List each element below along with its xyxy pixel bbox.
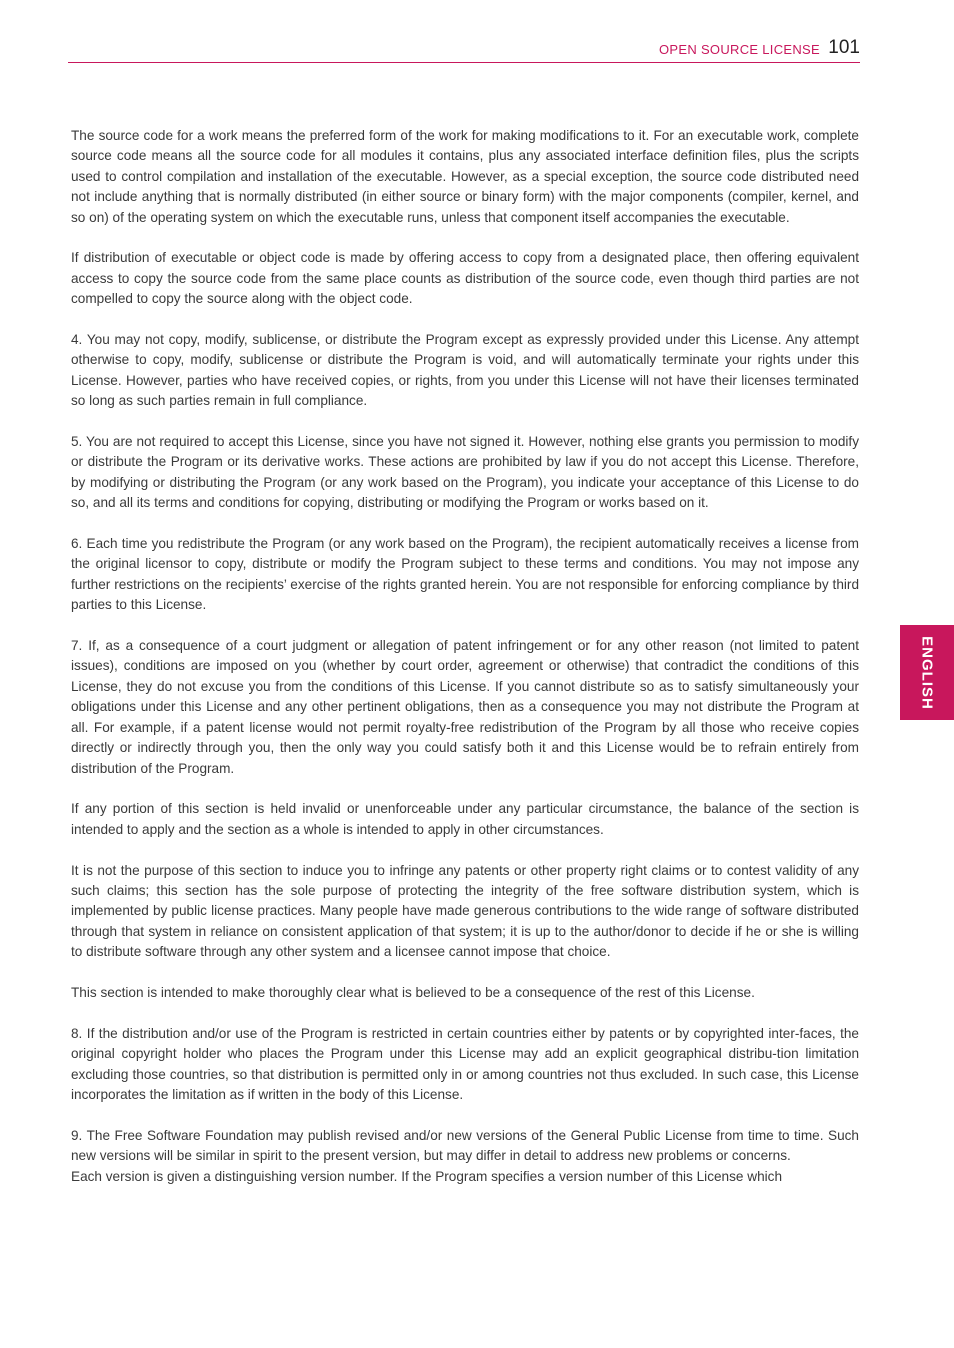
paragraph-section-9: 9. The Free Software Foundation may publish revised and/or new versions of the General Public License from time to time. Such new versions will be similar in spirit to the present version, but may differ in detail to address new problems or concerns. [71, 1127, 859, 1164]
license-body [71, 126, 859, 1207]
language-tab-label: ENGLISH [918, 635, 936, 710]
paragraph-version-number: Each version is given a distinguishing version number. If the Program specifies a version number of this License which [71, 1168, 783, 1184]
page-header [68, 34, 860, 63]
paragraph-section-8: 8. If the distribution and/or use of the Program is restricted in certain countries either by patents or by copyrighted inter-faces, the original copyright holder who places the Program under this License may add an explicit geographical distribu-tion limitation excluding those countries, so that distribution is permitted only in or among countries not thus excluded. In such case, this License incorporates the limitation as if written in the body of this License. [71, 1025, 859, 1102]
language-tab [900, 625, 954, 720]
paragraph-clarification: This section is intended to make thoroughly clear what is believed to be a consequence of the rest of this License. [71, 984, 755, 1000]
paragraph-source-code: The source code for a work means the preferred form of the work for making modifications to it. For an executable work, complete source code means all the source code for all modules it contains, plus any associated interface definition files, plus the scripts used to control compilation and installation of the executable. However, as a special exception, the source code distributed need not include anything that is normally distributed (in either source or binary form) with the major components (compiler, kernel, and so on) of the operating system on which the executable runs, unless that component itself accompanies the executable. [71, 128, 859, 225]
paragraph-purpose: It is not the purpose of this section to induce you to infringe any patents or other property right claims or to contest validity of any such claims; this section has the sole purpose of protecting the integrity of the free software distribution system, which is implemented by public license practices. Many people have made generous contributions to the wide range of software distributed through that system in reliance on consistent application of that system; it is up to the author/donor to decide if he or she is willing to distribute software through any other system and a licensee cannot impose that choice. [71, 862, 859, 960]
paragraph-invalid-portion: If any portion of this section is held invalid or unenforceable under any particular circumstance, the balance of the section is intended to apply and the section as a whole is intended to apply in other circumstances. [71, 801, 859, 837]
page-number: 101 [828, 37, 860, 58]
paragraph-section-7: 7. If, as a consequence of a court judgment or allegation of patent infringement or for any other reason (not limited to patent issues), conditions are imposed on you (whether by court order, agreement or otherwise) that contradict the conditions of this License, they do not excuse you from the conditions of this License. If you cannot distribute so as to satisfy simultaneously your obligations under this License and any other pertinent obligations, then as a consequence you may not distribute the Program at all. For example, if a patent license would not permit royalty-free redistribution of the Program by all those who receive copies directly or indirectly through you, then the only way you could satisfy both it and this License would be to refrain entirely from distribution of the Program. [71, 638, 859, 776]
paragraph-designated-place: If distribution of executable or object code is made by offering access to copy from a designated place, then offering equivalent access to copy the source code from the same place counts as distribution of the source code, even though third parties are not compelled to copy the source along with the object code. [71, 250, 859, 307]
section-title: OPEN SOURCE LICENSE [658, 42, 820, 57]
paragraph-section-6: 6. Each time you redistribute the Program (or any work based on the Program), the recipient automatically receives a license from the original licensor to copy, distribute or modify the Program subject to these terms and conditions. You may not impose any further restrictions on the recipients’ exercise of the rights granted herein. You are not responsible for enforcing compliance by third parties to this License. [71, 536, 859, 613]
paragraph-section-5: 5. You are not required to accept this License, since you have not signed it. However, nothing else grants you permission to modify or distribute the Program or its derivative works. These actions are prohibited by law if you do not accept this License. Therefore, by modifying or distributing the Program (or any work based on the Program), you indicate your acceptance of this License to do so, and all its terms and conditions for copying, distributing or modifying the Program or works based on it. [71, 434, 859, 511]
paragraph-section-4: 4. You may not copy, modify, sublicense, or distribute the Program except as expressly provided under this License. Any attempt otherwise to copy, modify, sublicense or distribute the Program is void, and will automatically terminate your rights under this License. However, parties who have received copies, or rights, from you under this License will not have their licenses terminated so long as such parties remain in full compliance. [71, 332, 859, 409]
